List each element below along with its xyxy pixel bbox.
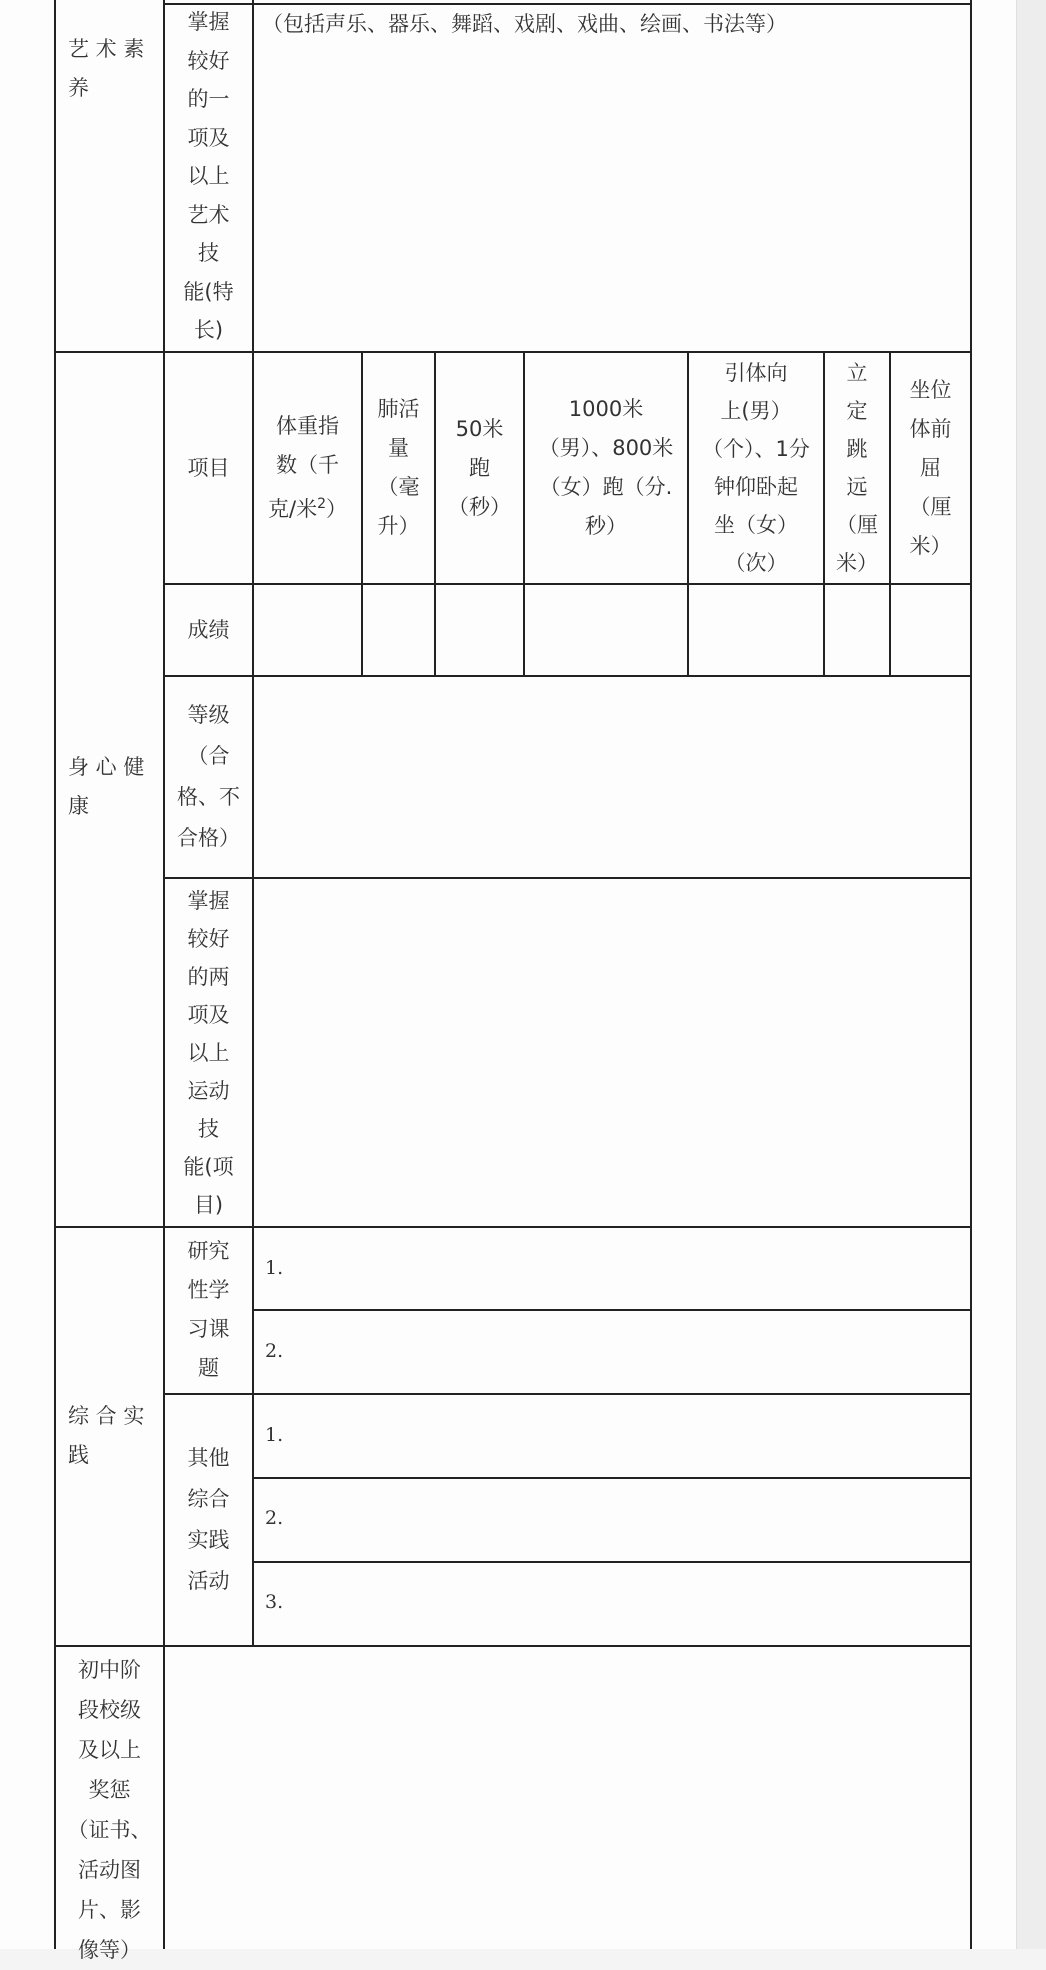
art-top-line [163,3,972,5]
sport-line-3: 的两 [187,964,230,989]
sitreach-line-2: 体前 [909,416,952,441]
art-section-label [56,30,163,120]
research-line-4: 题 [198,1356,219,1380]
health-section-line-1: 身 心 健 [68,755,145,779]
other-line-3: 实践 [187,1528,230,1552]
score-row-label [165,585,252,675]
sport-line-4: 项及 [187,1002,230,1027]
awards-input-area[interactable] [165,1647,970,1949]
awards-label [56,1650,163,1962]
other-row-2-bottom [252,1561,972,1563]
longrun-line-2: （男）、800米 [538,436,674,460]
score-input-long-run[interactable] [525,585,687,675]
research-item-1[interactable]: 1. [265,1257,284,1279]
metric-header-vital-capacity [363,353,434,583]
score-input-sit-reach[interactable] [891,585,970,675]
research-row-1-bottom [252,1309,972,1311]
grade-line-1: 等级 [187,703,230,727]
sport-line-2: 较好 [187,926,230,951]
run50-line-2: 跑 [469,455,490,480]
art-skill-line-2: 较好 [187,48,230,73]
research-line-1: 研究 [187,1239,230,1263]
art-skill-line-3: 的一 [187,87,230,111]
research-line-2: 性学 [187,1278,230,1302]
sport-line-8: 能(项 [183,1154,234,1179]
other-item-1[interactable]: 1. [265,1424,284,1446]
practice-section-line-2: 践 [68,1443,89,1467]
metric-header-pullup-situp [689,353,823,583]
sitreach-line-3: 屈 [920,455,941,480]
health-item-header-text: 项目 [187,455,230,480]
research-study-label [165,1232,252,1392]
grade-line-2: （合 [187,744,230,768]
health-bottom-line [54,1226,972,1228]
bmi-unit-text: 克/米 [268,497,318,521]
vital-line-3: （毫 [377,475,420,499]
sport-line-9: 目) [193,1192,224,1217]
jump-line-3: 跳 [846,437,868,461]
bmi-line-1: 体重指 [276,414,339,438]
art-skill-label [165,3,252,352]
grade-row-label [165,677,252,877]
other-item-3[interactable]: 3. [265,1591,284,1613]
longrun-line-3: （女）跑（分. [539,475,673,499]
sport-line-5: 以上 [187,1040,230,1065]
vital-line-1: 肺活 [377,397,420,421]
table-border-right [970,0,972,1949]
research-item-2[interactable]: 2. [265,1340,284,1362]
practice-section-label [56,1397,163,1487]
sport-line-1: 掌握 [187,888,230,913]
other-row-1-bottom [252,1477,972,1479]
awards-line-4: 奖惩 [88,1778,131,1802]
metric-header-bmi [254,353,361,583]
art-skill-note: （包括声乐、器乐、舞蹈、戏剧、戏曲、绘画、书法等） [262,12,787,36]
art-skill-input-area[interactable] [254,40,970,350]
jump-line-1: 立 [846,361,868,385]
metric-header-50m-run [436,353,523,583]
vital-line-4: 升） [377,514,420,538]
bmi-line-3 [268,485,347,529]
page-side-margin [1016,0,1046,1949]
awards-line-6: 活动图 [78,1858,141,1882]
bmi-unit-sup: 2 [317,496,326,512]
awards-line-5: （证书、 [67,1818,152,1842]
run50-line-1: 50米 [455,416,504,441]
score-input-50m-run[interactable] [436,585,523,675]
score-input-bmi[interactable] [254,585,361,675]
pullup-line-4: 钟仰卧起 [714,475,798,499]
metric-header-long-jump [825,353,889,583]
art-section-line-1: 艺 术 素 [68,37,145,61]
pullup-line-6: （次） [724,551,788,575]
other-line-4: 活动 [187,1569,230,1593]
longrun-line-1: 1000米 [568,397,644,421]
jump-line-2: 定 [846,399,868,423]
research-bottom-line [163,1393,972,1395]
bmi-line-2: 数（千 [276,453,339,477]
metric-header-sit-reach [891,353,970,583]
other-practice-label [165,1395,252,1645]
jump-line-4: 远 [846,475,868,499]
grade-line-4: 合格） [177,826,240,850]
pullup-line-1: 引体向 [724,361,788,385]
other-line-2: 综合 [187,1487,230,1511]
score-row-label-text: 成绩 [187,617,230,642]
art-skill-line-4: 项及 [187,125,230,150]
score-input-vital-capacity[interactable] [363,585,434,675]
awards-line-7: 片、影 [78,1898,141,1922]
awards-line-8: 像等） [78,1938,141,1962]
sport-skill-input-area[interactable] [254,879,970,1226]
vital-line-2: 量 [388,436,409,460]
sport-skill-label [165,879,252,1226]
art-skill-line-8: 能(特 [183,279,234,304]
health-section-line-2: 康 [68,794,89,818]
sitreach-line-4: （厘 [909,494,952,519]
jump-line-6: 米） [836,551,878,575]
art-skill-line-9: 长) [193,318,224,342]
research-line-3: 习课 [187,1317,230,1341]
metric-header-long-run [525,353,687,583]
health-item-header [165,353,252,583]
awards-line-1: 初中阶 [78,1658,141,1682]
practice-section-line-1: 综 合 实 [68,1404,145,1428]
sitreach-line-1: 坐位 [909,377,952,402]
health-section-label [56,748,163,838]
awards-line-3: 及以上 [78,1738,141,1762]
sport-line-7: 技 [198,1116,219,1141]
art-skill-line-7: 技 [198,241,219,265]
pullup-line-5: 坐（女） [714,513,798,537]
pullup-line-2: 上(男） [720,399,792,423]
sublabel-column-divider-practice [252,1226,254,1646]
awards-line-2: 段校级 [78,1698,141,1722]
jump-line-5: （厘 [836,513,878,537]
score-input-long-jump[interactable] [825,585,889,675]
art-skill-line-6: 艺术 [187,202,230,227]
grade-input-area[interactable] [254,677,970,877]
other-item-2[interactable]: 2. [265,1507,284,1529]
art-skill-line-5: 以上 [187,164,230,188]
art-section-line-2: 养 [68,76,89,100]
art-skill-line-1: 掌握 [187,10,230,34]
score-input-pullup-situp[interactable] [689,585,823,675]
sport-line-6: 运动 [187,1078,230,1103]
other-line-1: 其他 [187,1446,230,1470]
bmi-unit-tail: ） [326,497,347,521]
pullup-line-3: （个）、1分 [702,437,810,461]
sitreach-line-5: 米） [909,533,952,558]
grade-line-3: 格、不 [177,785,240,809]
run50-line-3: （秒） [448,494,511,519]
longrun-line-4: 秒） [585,514,627,538]
